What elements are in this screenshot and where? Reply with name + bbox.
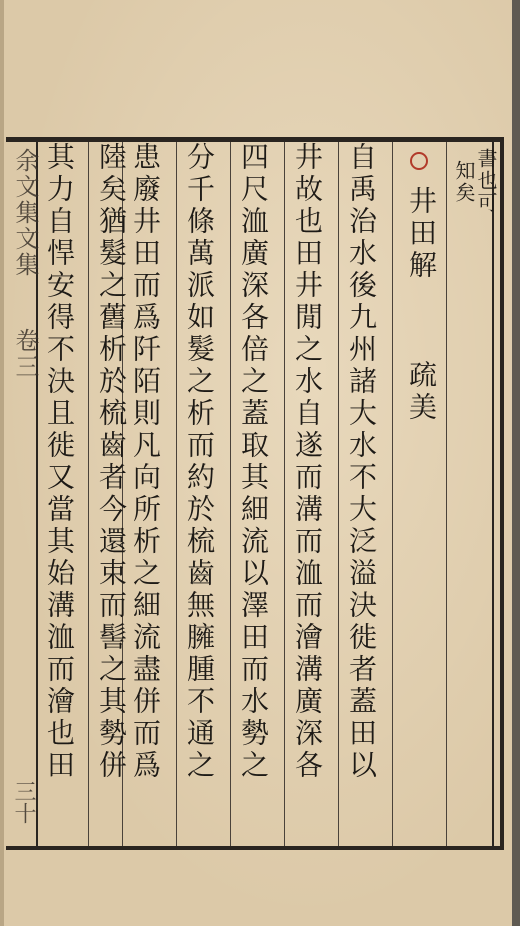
column-rule (392, 142, 393, 846)
text-column-4: 分千條萬派如髮之析而約於梳齒無臃腫不通之 (183, 142, 216, 782)
column-rule (446, 142, 447, 846)
page-fold (0, 0, 4, 926)
text-column-7: 其力自悍安得不決且徙又當其始溝洫而澮也田 (43, 142, 76, 782)
frame-right-outer-border (500, 137, 504, 850)
column-rule (176, 142, 177, 846)
spine-volume: 卷三 (11, 328, 39, 380)
text-column-5: 患廢井田而爲阡陌則凡向所析之細流盡併而爲 (129, 142, 162, 782)
frame-bottom-border (6, 846, 502, 850)
text-column-6: 陸矣猶髮之舊析於梳齒者今還束而髻之其勢併 (95, 142, 128, 782)
text-column-2: 井故也田井閒之水自遂而溝而洫而澮溝廣深各 (291, 142, 324, 782)
spine-title: 余文集文集 (11, 148, 39, 278)
note-line-2: 知矣 (452, 160, 476, 204)
page-edge-shadow (512, 0, 520, 926)
spine-book-title (8, 148, 43, 380)
spine-page-number: 三十 (11, 780, 36, 824)
column-rule (230, 142, 231, 846)
column-rule (338, 142, 339, 846)
heading-title: 井田解 (405, 186, 438, 282)
frame-right-inner-border (492, 137, 494, 850)
column-rule (284, 142, 285, 846)
note-line-1: 書也可 (474, 148, 498, 214)
text-column-1: 自禹治水後九州諸大水不大泛溢決徙者蓋田以 (345, 142, 378, 782)
heading-author: 疏美 (405, 360, 438, 424)
section-circle-mark (410, 152, 428, 170)
text-column-3: 四尺洫廣深各倍之蓋取其細流以澤田而水勢之 (237, 142, 270, 782)
column-rule (88, 142, 89, 846)
